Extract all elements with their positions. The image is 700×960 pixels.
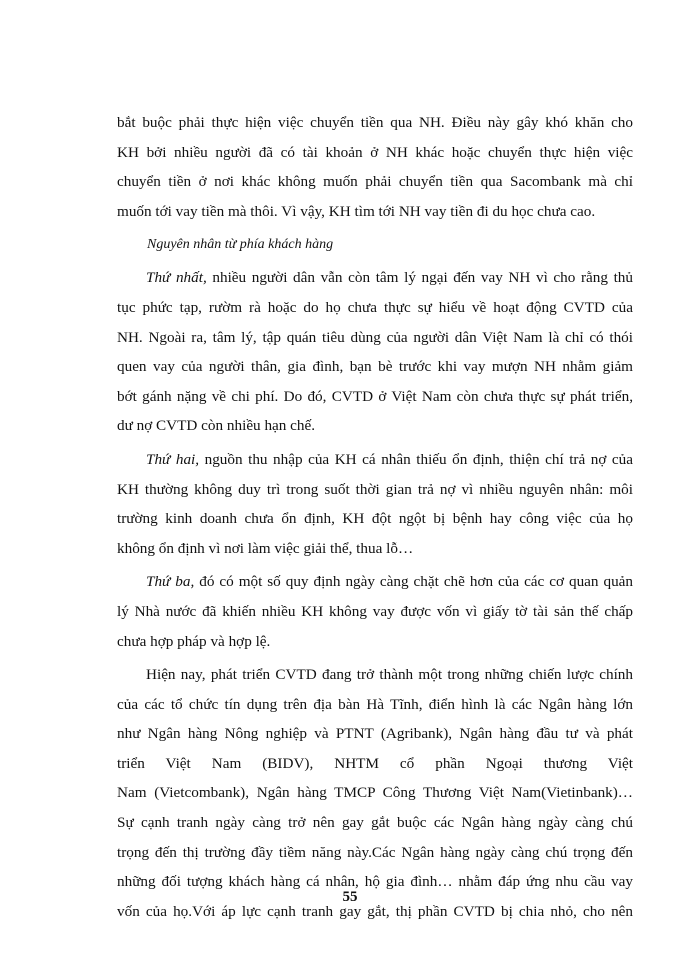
- text-line: muốn tới vay tiền mà thôi. Vì vậy, KH tìm tới NH vay tiền đi du học chưa cao.: [117, 202, 596, 220]
- text-line: Hiện nay, phát triển CVTD đang trở thành một trong những chiến lược chính: [146, 666, 633, 684]
- text-run: nguồn thu nhập của KH cá nhân thiếu ổn định, thiện chí trả nợ của: [199, 450, 633, 468]
- text-line: trọng đến thị trường đầy tiềm năng này.Các Ngân hàng ngày càng chú trọng đến: [117, 843, 633, 861]
- text-line: bớt gánh nặng về chi phí. Do đó, CVTD ở Việt Nam còn chưa thực sự phát triển,: [117, 387, 633, 405]
- section-heading: Nguyên nhân từ phía khách hàng: [147, 237, 334, 253]
- text-line: Nam (Vietcombank), Ngân hàng TMCP Công Thương Việt Nam(Vietinbank)…: [117, 784, 633, 802]
- text-line: những đối tượng khách hàng cá nhân, hộ gia đình… nhằm đáp ứng nhu cầu vay: [117, 873, 633, 891]
- text-run: nhiều người dân vẫn còn tâm lý ngại đến vay NH vì cho rằng thủ: [206, 269, 633, 287]
- text-line: chưa hợp pháp và hợp lệ.: [117, 632, 271, 650]
- paragraph-lead: Thứ nhất,: [146, 269, 207, 287]
- text-line: không ổn định vì nơi làm việc giải thể, thua lỗ…: [117, 539, 414, 557]
- text-line: bắt buộc phải thực hiện việc chuyển tiền qua NH. Điều này gây khó khăn cho: [117, 114, 633, 131]
- paragraph-1: [117, 108, 633, 226]
- text-line: như Ngân hàng Nông nghiệp và PTNT (Agribank), Ngân hàng đầu tư và phát: [117, 725, 633, 743]
- page-number: 55: [342, 889, 358, 905]
- paragraph-2: [117, 263, 633, 441]
- text-line: NH. Ngoài ra, tâm lý, tập quán tiêu dùng của người dân Việt Nam là chỉ có thói: [117, 328, 633, 346]
- text-line: quen vay của người thân, gia đình, bạn bè trước khi vay mượn NH nhằm giảm: [117, 358, 633, 376]
- text-line: tục phức tạp, rườm rà hoặc do họ chưa thực sự hiểu về hoạt động CVTD của: [117, 298, 633, 316]
- text-line: KH thường không duy trì trong suốt thời gian trả nợ vì nhiều nguyên nhân: môi: [117, 480, 633, 498]
- text-line: [117, 567, 633, 597]
- text-line: lý Nhà nước đã khiến nhiều KH không vay được vốn vì giấy tờ tài sản thế chấp: [117, 602, 633, 620]
- text-line: vốn của họ.Với áp lực cạnh tranh gay gắt, thị phần CVTD bị chia nhỏ, cho nên: [117, 902, 633, 920]
- text-line: Sự cạnh tranh ngày càng trở nên gay gắt buộc các Ngân hàng ngày càng chú: [117, 814, 633, 832]
- paragraph-4: [117, 567, 633, 656]
- text-line: [117, 445, 633, 475]
- text-line: KH bởi nhiều người đã có tài khoản ở NH khác hoặc chuyển thực hiện việc: [117, 143, 633, 161]
- paragraph-lead: Thứ ba,: [146, 573, 195, 591]
- page-body: [117, 108, 633, 930]
- text-line: dư nợ CVTD còn nhiều hạn chế.: [117, 417, 316, 435]
- text-line: chuyển tiền ở nơi khác không muốn phải chuyển tiền qua Sacombank mà chỉ: [117, 173, 633, 191]
- text-line: triển Việt Nam (BIDV), NHTM cổ phần Ngoại thương Việt: [117, 754, 633, 772]
- text-line: [117, 263, 633, 293]
- paragraph-3: [117, 445, 633, 563]
- text-run: đó có một số quy định ngày càng chặt chẽ hơn của các cơ quan quản: [194, 573, 633, 591]
- paragraph-5: [117, 660, 633, 926]
- paragraph-lead: Thứ hai,: [146, 450, 200, 468]
- text-line: của các tổ chức tín dụng trên địa bàn Hà Tĩnh, điển hình là các Ngân hàng lớn: [117, 695, 633, 713]
- text-line: trường kinh doanh chưa ổn định, KH đột ngột bị bệnh hay công việc của họ: [117, 510, 633, 528]
